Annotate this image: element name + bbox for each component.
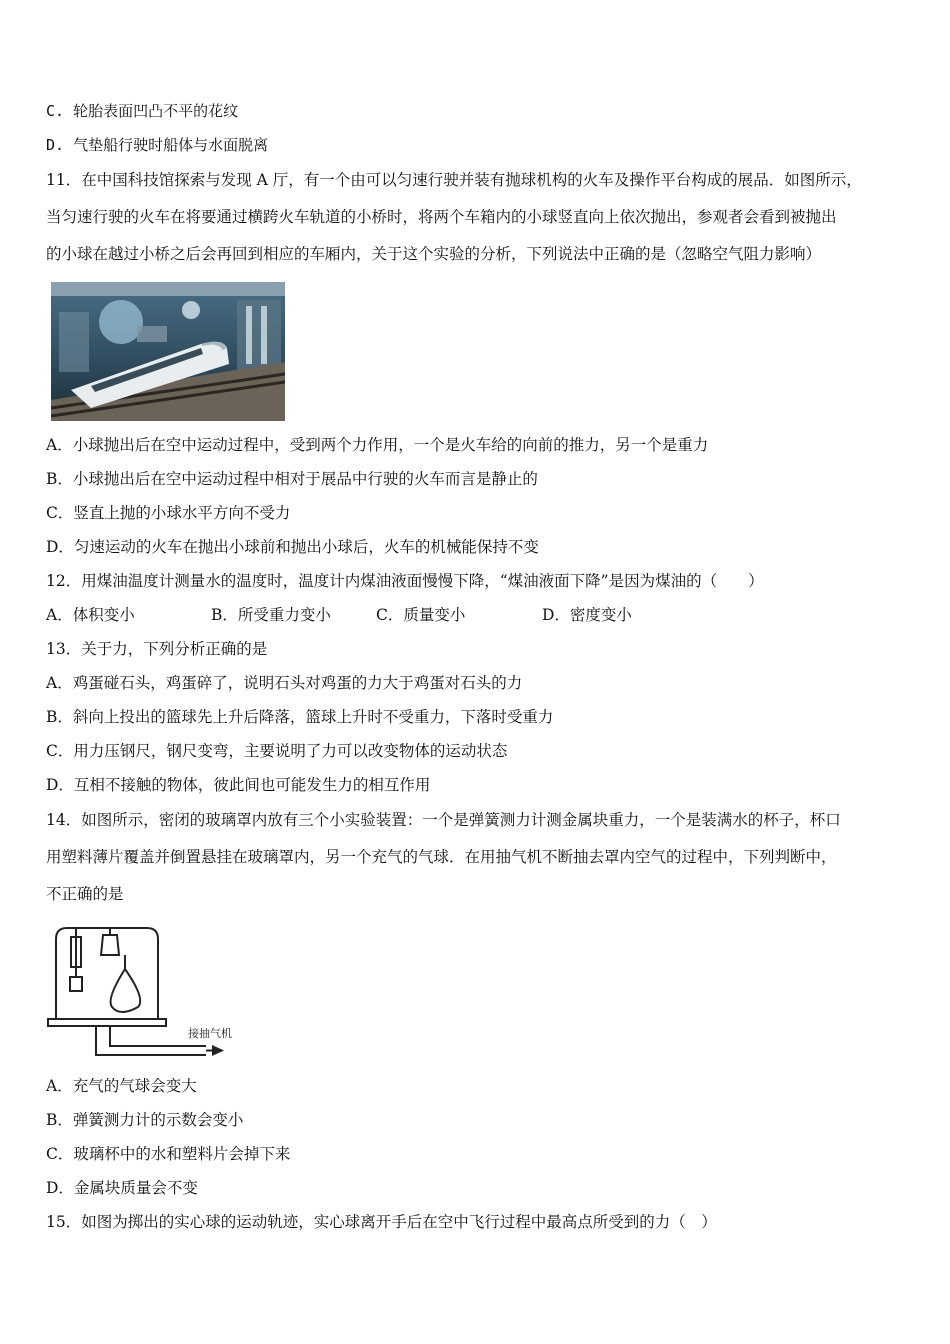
q11-stem-line-2: 当匀速行驶的火车在将要通过横跨火车轨道的小桥时，将两个车箱内的小球竖直向上依次抛出，参观者会看到被抛出: [46, 208, 837, 226]
q14-stem-line-1: 14．如图所示，密闭的玻璃罩内放有三个小实验装置：一个是弹簧测力计测金属块重力，一个是装满水的杯子，杯口: [46, 811, 841, 829]
q13-option-a: A．鸡蛋碰石头，鸡蛋碎了，说明石头对鸡蛋的力大于鸡蛋对石头的力: [46, 674, 523, 692]
vacuum-bell-jar-diagram: [46, 925, 256, 1060]
q12-option-c: C．质量变小: [376, 606, 466, 624]
q11-stem-line-3: 的小球在越过小桥之后会再回到相应的车厢内，关于这个实验的分析，下列说法中正确的是（忽略空气阻力影响）: [46, 245, 822, 263]
q11-option-c: C．竖直上抛的小球水平方向不受力: [46, 504, 291, 522]
q11-option-b: B．小球抛出后在空中运动过程中相对于展品中行驶的火车而言是静止的: [46, 470, 538, 488]
diagram-label-vacuum-pump: 接抽气机: [188, 1027, 232, 1040]
q13-stem: 13．关于力，下列分析正确的是: [46, 640, 268, 658]
q11-option-d: D．匀速运动的火车在抛出小球前和抛出小球后，火车的机械能保持不变: [46, 538, 539, 556]
q14-stem-line-2: 用塑料薄片覆盖并倒置悬挂在玻璃罩内，另一个充气的气球．在用抽气机不断抽去罩内空气的过程中，下列判断中，: [46, 848, 837, 866]
q13-option-c: C．用力压钢尺，钢尺变弯，主要说明了力可以改变物体的运动状态: [46, 742, 508, 760]
q12-stem: 12．用煤油温度计测量水的温度时，温度计内煤油液面慢慢下降，“煤油液面下降”是因为煤油的（ ）: [46, 572, 764, 590]
q11-option-a: A．小球抛出后在空中运动过程中，受到两个力作用，一个是火车给的向前的推力，另一个是重力: [46, 436, 709, 454]
q10-option-c: C. 轮胎表面凹凸不平的花纹: [46, 102, 239, 120]
q14-stem-line-3: 不正确的是: [46, 885, 124, 903]
q14-option-a: A．充气的气球会变大: [46, 1077, 197, 1095]
q12-option-b: B．所受重力变小: [211, 606, 331, 624]
q12-options: [46, 605, 632, 625]
q14-option-d: D．金属块质量会不变: [46, 1179, 198, 1197]
q12-option-a: A．体积变小: [46, 606, 135, 624]
q14-option-c: C．玻璃杯中的水和塑料片会掉下来: [46, 1145, 291, 1163]
q11-stem-line-1: 11．在中国科技馆探索与发现 A 厅，有一个由可以匀速行驶并装有抛球机构的火车及操作平台构成的展品．如图所示，: [46, 171, 862, 189]
q12-option-d: D．密度变小: [542, 606, 632, 624]
train-exhibit-photo: [51, 282, 285, 421]
q14-option-b: B．弹簧测力计的示数会变小: [46, 1111, 244, 1129]
q15-stem: 15．如图为掷出的实心球的运动轨迹，实心球离开手后在空中飞行过程中最高点所受到的力（ ）: [46, 1213, 717, 1231]
q10-option-d: D. 气垫船行驶时船体与水面脱离: [46, 136, 269, 154]
q13-option-b: B．斜向上投出的篮球先上升后降落，篮球上升时不受重力，下落时受重力: [46, 708, 554, 726]
q13-option-d: D．互相不接触的物体，彼此间也可能发生力的相互作用: [46, 776, 431, 794]
